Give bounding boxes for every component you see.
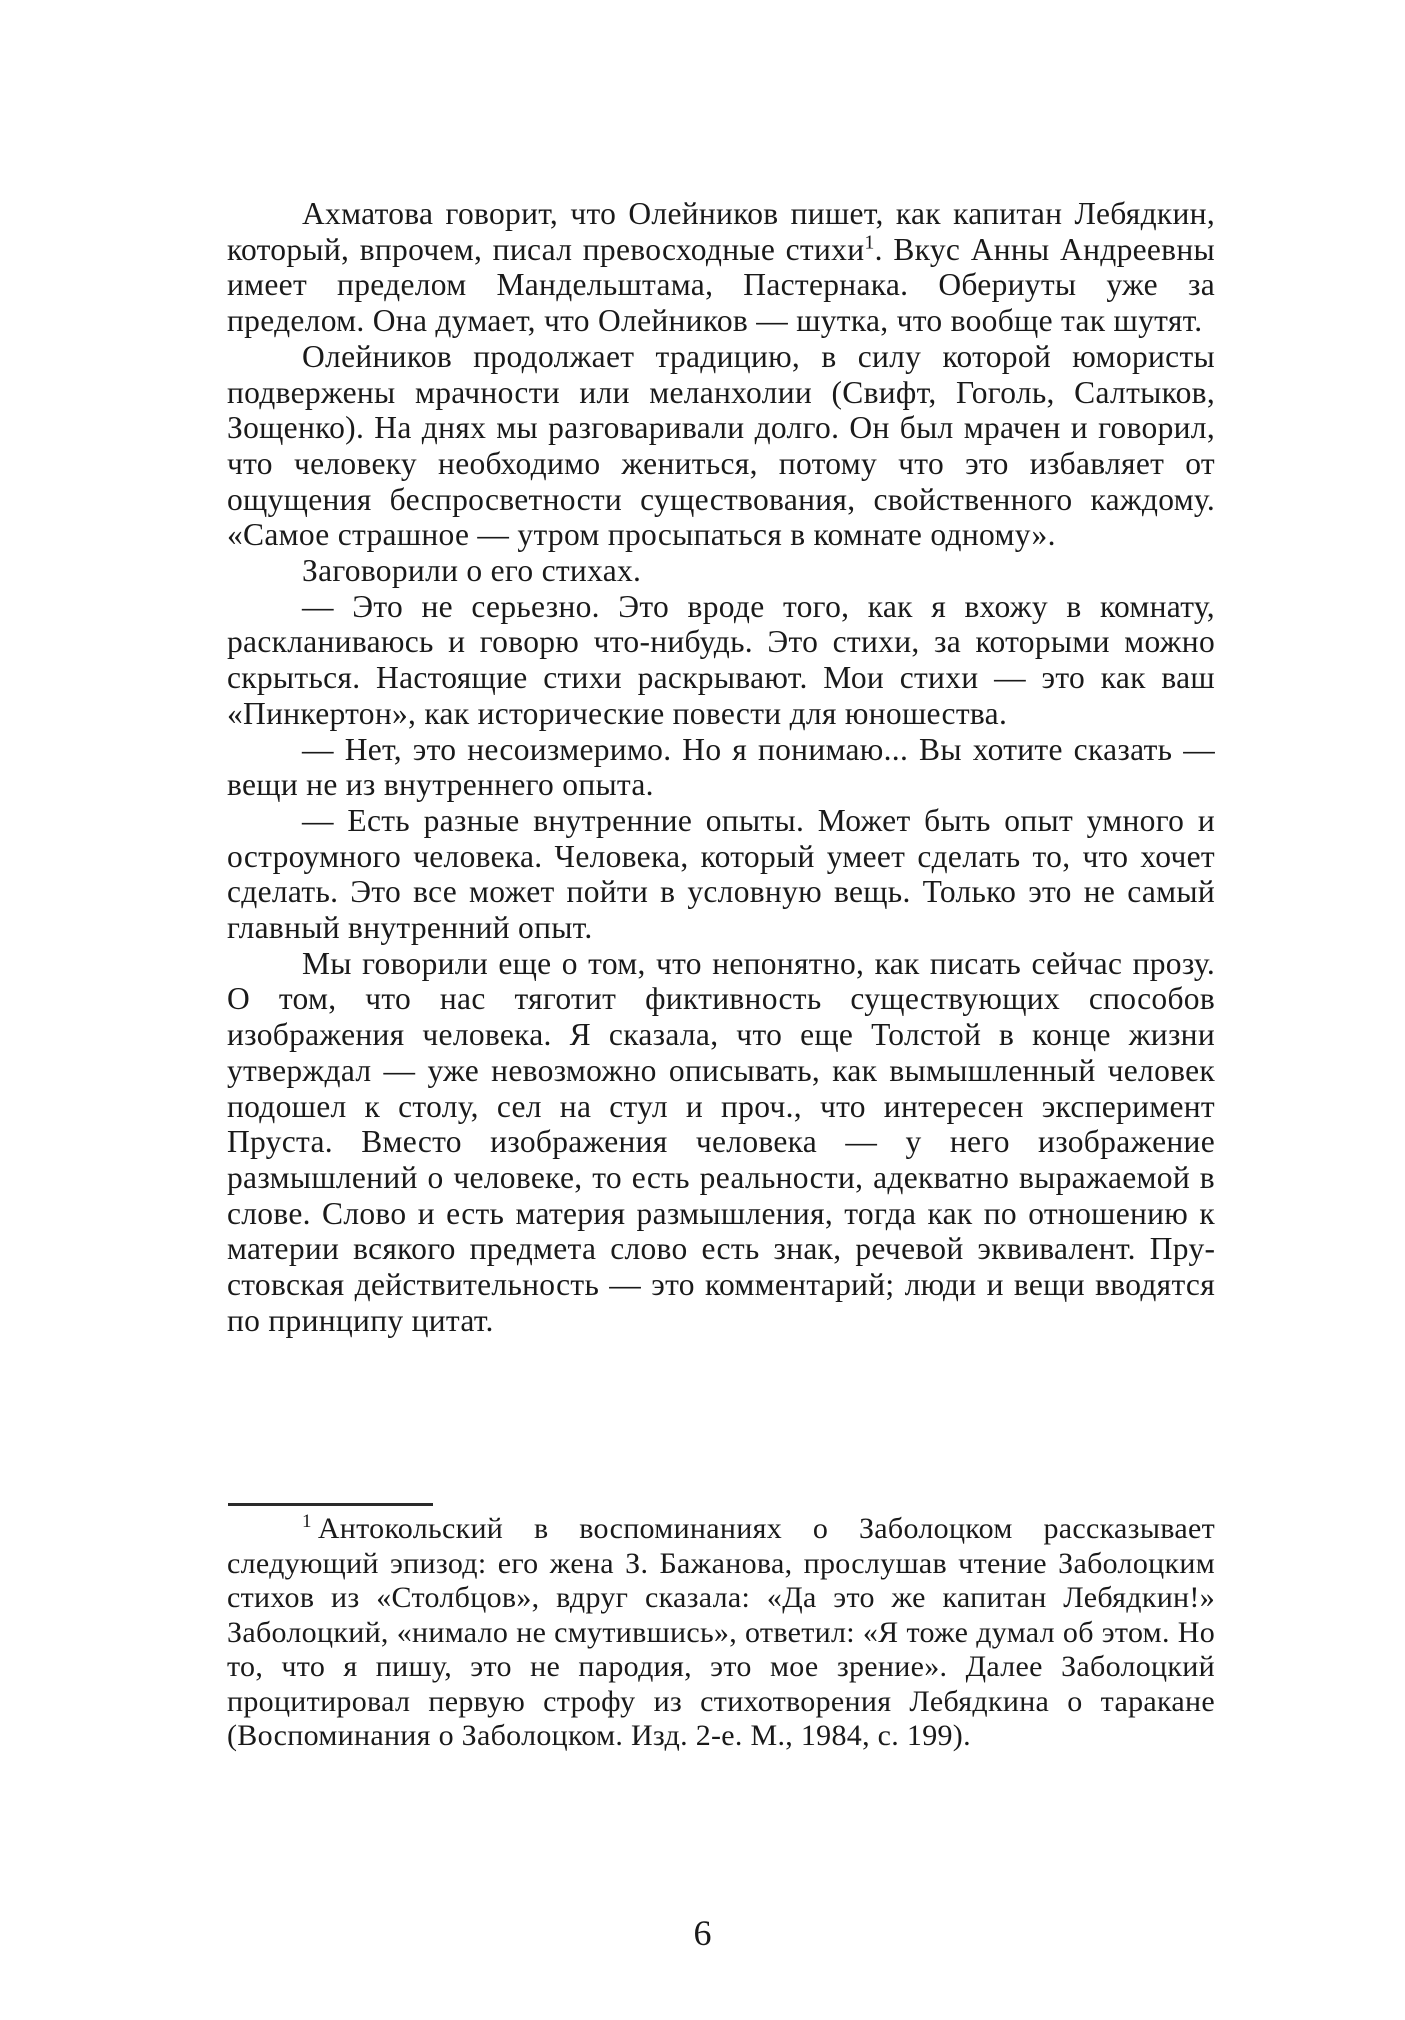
paragraph-3: Заговорили о его стихах. xyxy=(302,553,642,589)
paragraph-1-text-continued: . Вкус Анны Андреевны имеет пределом Мандельштама, Пастернака. Обериуты уже за пределом. Она думает, что Олейников — шутка, что вообще так шутят. xyxy=(227,231,1215,339)
page-number: 6 xyxy=(693,1913,712,1953)
paragraph-4: — Это не серьезно. Это вроде того, как я вхожу в комнату, раскланиваюсь и говорю что-нибудь. Это стихи, за которыми можно скрыться. Настоящие стихи раскрывают. Мои стихи — это как ваш «Пинкертон», как исторические повести для юношества. xyxy=(227,588,1215,731)
paragraph-6: — Есть разные внутренние опыты. Может быть опыт умного и остроумного человека. Человека, который умеет сделать то, что хочет сделать. Это все может пойти в условную вещь. Только это не самый главный внутренний опыт. xyxy=(227,802,1215,946)
footnote-number: 1 xyxy=(302,1511,312,1532)
paragraph-1-text: Ахматова говорит, что Олейников пишет, как капитан Лебядкин, который, впрочем, писал превосходные стихи xyxy=(227,196,1215,267)
footnote-block xyxy=(227,1512,1215,1754)
footnote-separator-rule xyxy=(228,1503,433,1506)
paragraph-5: — Нет, это несоизмеримо. Но я понимаю... Вы хотите сказать — вещи не из внутреннего опыта. xyxy=(227,731,1215,803)
footnote-text: Антокольский в воспоминаниях о Заболоцком рассказывает следующий эпизод: его жена З. Бажанова, прослушав чтение Заболоцким стихов из «Столбцов», вдруг сказала: «Да это же капитан Лебядкин!» Заболоцкий, «нимало не смутившись», ответил: «Я тоже думал об этом. Но то, что я пишу, это не пародия, это мое зрение». Далее Заболоцкий процитировал первую строфу из стихотворения Лебядкина о таракане (Воспоминания о Заболоцком. Изд. 2-е. М., 1984, с. 199). xyxy=(227,1512,1215,1752)
main-text-block xyxy=(227,196,1215,1339)
paragraph-7: Мы говорили еще о том, что непонятно, как писать сейчас прозу. О том, что нас тяготит фиктивность существующих способов изображения человека. Я сказала, что еще Толстой в конце жизни утверждал — уже невозможно описывать, как вымышленный человек подошел к столу, сел на стул и проч., что интересен эксперимент Пруста. Вместо изображения человека — у него изображение размышлений о человеке, то есть реальности, адекватно выражаемой в слове. Слово и есть материя размышления, тогда как по отношению к материи всякого предмета слово есть знак, речевой эквивалент. Прустовская действительность — это комментарий; люди и вещи вводятся по принципу цитат. xyxy=(227,945,1215,1338)
paragraph-2: Олейников продолжает традицию, в силу которой юмористы подвержены мрачности или меланхолии (Свифт, Гоголь, Салтыков, Зощенко). На днях мы разговаривали долго. Он был мрачен и говорил, что человеку необходимо жениться, потому что это избавляет от ощущения беспросветности существования, свойственного каждому. «Самое страшное — утром просыпаться в комнате одному». xyxy=(227,338,1215,553)
paragraph-1 xyxy=(227,196,1215,339)
footnote-paragraph xyxy=(227,1512,1215,1754)
footnote-reference-mark: 1 xyxy=(864,231,875,254)
